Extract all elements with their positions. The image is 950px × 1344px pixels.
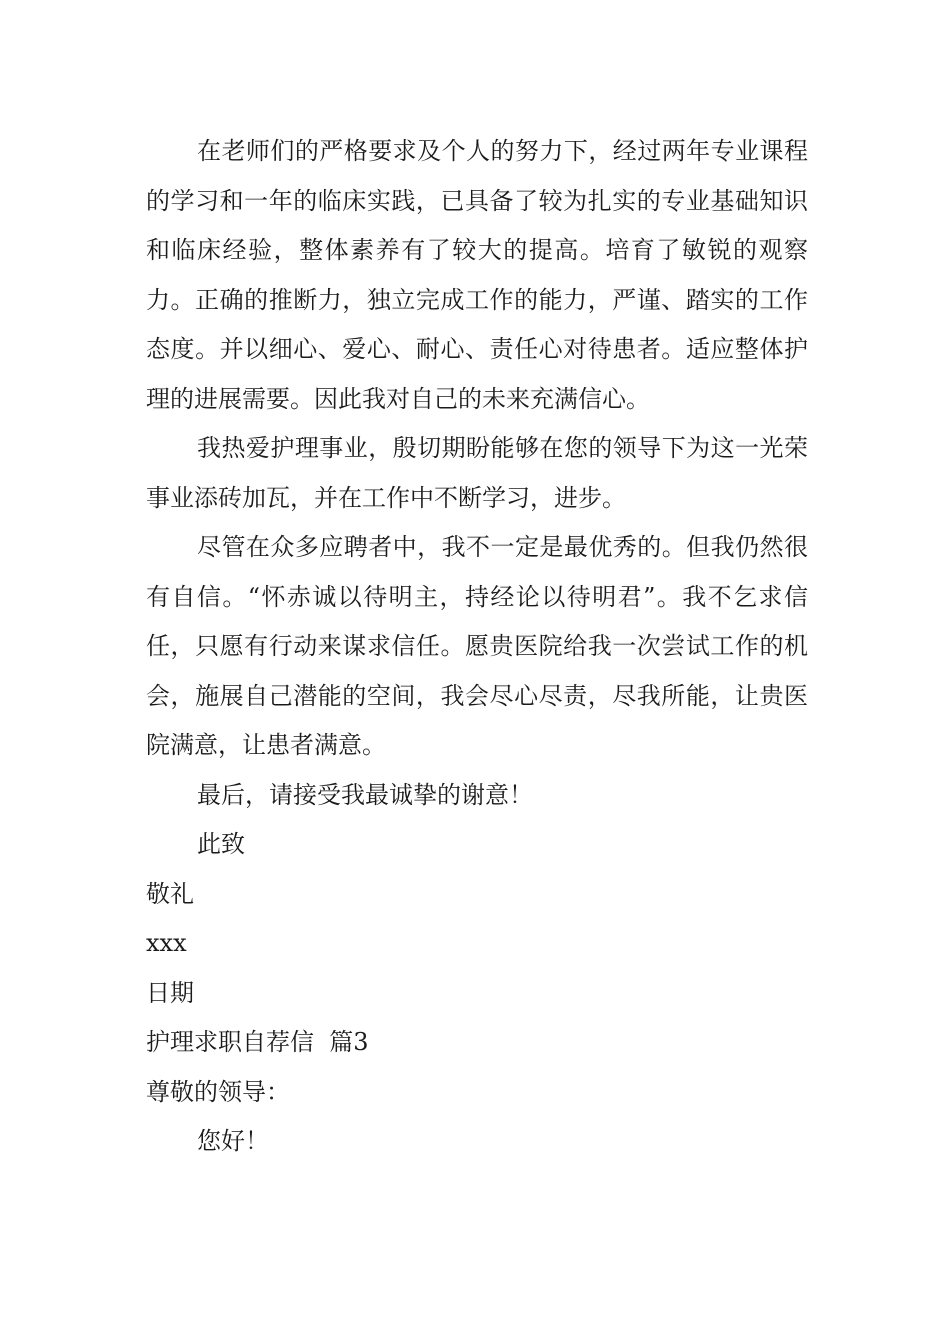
salutation-jingli: 敬礼 (146, 879, 194, 908)
next-letter-title: 护理求职自荐信 篇3 (146, 1028, 369, 1056)
letter-page (146, 127, 808, 1167)
next-letter-greeting: 尊敬的领导： (146, 1077, 290, 1106)
letter-date: 日期 (146, 978, 194, 1007)
next-letter-hello: 您好！ (197, 1127, 269, 1155)
body-paragraph-2: 我热爱护理事业，殷切期盼能够在您的领导下为这一光荣事业添砖加瓦，并在工作中不断学习，进步。 (146, 434, 808, 512)
closing-thanks: 最后，请接受我最诚挚的谢意！ (197, 780, 533, 809)
body-paragraph-3: 尽管在众多应聘者中，我不一定是最优秀的。但我仍然很有自信。“怀赤诚以待明主，持经论以待明君”。我不乞求信任，只愿有行动来谋求信任。愿贵医院给我一次尝试工作的机会，施展自己潜能的空间，我会尽心尽责，尽我所能，让贵医院满意，让患者满意。 (146, 533, 808, 759)
signature: xxx (146, 929, 187, 957)
body-paragraph-1: 在老师们的严格要求及个人的努力下，经过两年专业课程的学习和一年的临床实践，已具备了较为扎实的专业基础知识和临床经验，整体素养有了较大的提高。培育了敏锐的观察力。正确的推断力，独立完成工作的能力，严谨、踏实的工作态度。并以细心、爱心、耐心、责任心对待患者。适应整体护理的进展需要。因此我对自己的未来充满信心。 (146, 137, 808, 413)
salutation-cizhi: 此致 (197, 830, 245, 858)
